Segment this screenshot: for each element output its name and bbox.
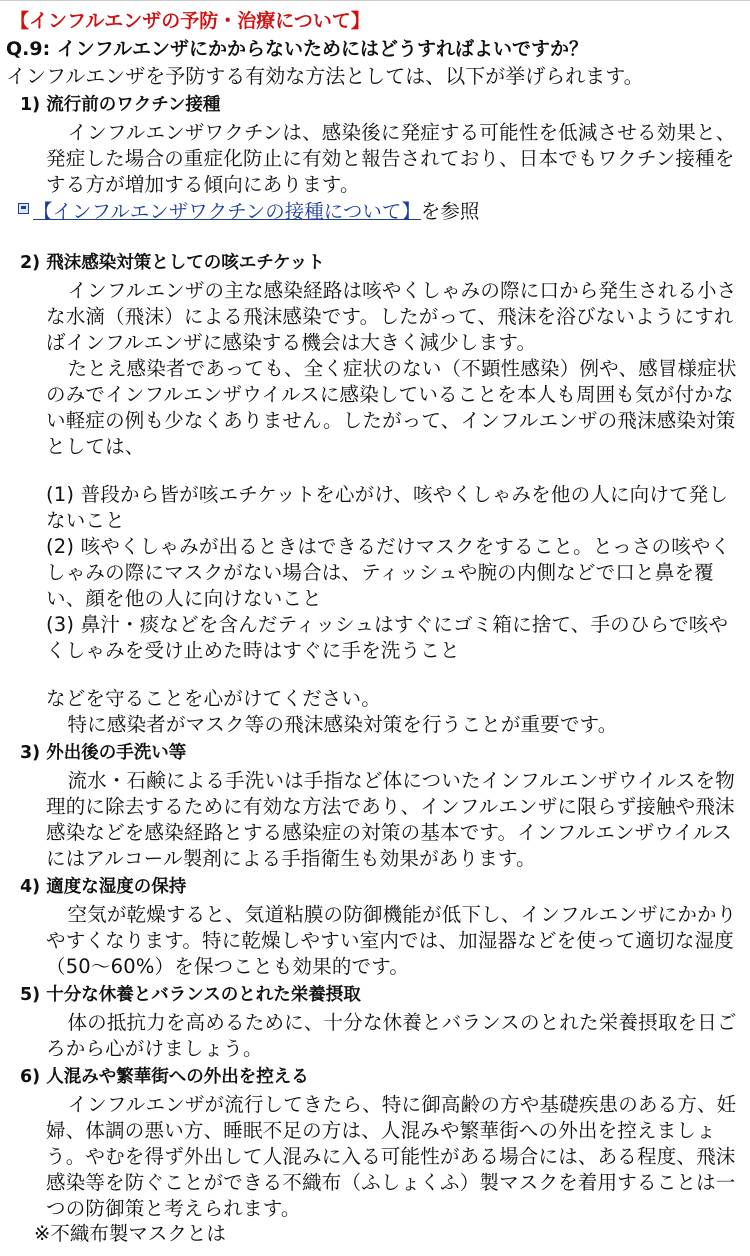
spacer <box>0 460 750 482</box>
item-2-closing: などを守ることを心がけてください。 <box>46 687 381 710</box>
nonwoven-mask-note: ※不織布製マスクとは <box>34 1222 226 1245</box>
item-2-paragraph-1: インフルエンザの主な感染経路は咳やくしゃみの際に口から発生される小さな水滴（飛沫）による飛沫感染です。したがって、飛沫を浴びないようにすればインフルエンザに感染する機会は大きく減少します。 <box>46 279 737 354</box>
vaccine-link-row <box>18 198 750 226</box>
item-6-heading: 6) 人混みや繁華街への外出を控える <box>20 1067 309 1087</box>
question-heading: Q.9: インフルエンザにかからないためにはどうすればよいですか？ <box>6 38 589 60</box>
item-2-heading: 2) 飛沫感染対策としての咳エチケット <box>20 253 325 273</box>
list-item-1: (1) 普段から皆が咳エチケットを心がけ、咳やくしゃみを他の人に向けて発しないこと <box>46 483 729 532</box>
intro-text: インフルエンザを予防する有効な方法としては、以下が挙げられます。 <box>6 64 644 88</box>
item-5-heading: 5) 十分な休養とバランスのとれた栄養摂取 <box>20 985 361 1005</box>
item-6-paragraph: インフルエンザが流行してきたら、特に御高齢の方や基礎疾患のある方、妊婦、体調の悪い方、睡眠不足の方は、人混みや繁華街への外出を控えましょう。やむを得ず外出して人混みに入る可能性がある場合には、ある程度、飛沫感染等を防ぐことができる不織布（ふしょくふ）製マスクを着用することは一つの防御策と考えられます。 <box>46 1093 737 1220</box>
vaccine-info-link[interactable]: 【インフルエンザワクチンの接種について】 <box>33 200 421 223</box>
item-1-heading: 1) 流行前のワクチン接種 <box>20 95 221 115</box>
item-5-paragraph: 体の抵抗力を高めるために、十分な休養とバランスのとれた栄養摂取を日ごろから心がけましょう。 <box>46 1011 737 1060</box>
item-3-paragraph: 流水・石鹸による手洗いは手指など体についたインフルエンザウイルスを物理的に除去するために有効な方法であり、インフルエンザに限らず接触や飛沫感染などを感染経路とする感染症の対策の基本です。インフルエンザウイルスにはアルコール製剤による手指衛生も効果があります。 <box>46 769 735 870</box>
spacer <box>0 226 750 248</box>
item-4-heading: 4) 適度な湿度の保持 <box>20 877 187 897</box>
list-item-2: (2) 咳やくしゃみが出るときはできるだけマスクをすること。とっさの咳やくしゃみの際にマスクがない場合は、ティッシュや腕の内側などで口と鼻を覆い、顔を他の人に向けないこと <box>46 535 731 610</box>
item-4-paragraph: 空気が乾燥すると、気道粘膜の防御機能が低下し、インフルエンザにかかりやすくなります。特に乾燥しやすい室内では、加湿器などを使って適切な湿度（50〜60%）を保つことも効果的です。 <box>46 903 737 978</box>
item-3-heading: 3) 外出後の手洗い等 <box>20 743 187 763</box>
document-link-icon <box>18 203 29 214</box>
item-2-emphasis: 特に感染者がマスク等の飛沫感染対策を行うことが重要です。 <box>67 713 618 736</box>
item-1-paragraph: インフルエンザワクチンは、感染後に発症する可能性を低減させる効果と、発症した場合の重症化防止に有効と報告されており、日本でもワクチン接種をする方が増加する傾向にあります。 <box>46 121 736 196</box>
link-suffix: を参照 <box>420 200 480 223</box>
top-divider <box>0 0 750 1</box>
item-2-paragraph-2: たとえ感染者であっても、全く症状のない（不顕性感染）例や、感冒様症状のみでインフルエンザウイルスに感染していることを本人も周囲も気が付かない軽症の例も少なくありません。したがって、インフルエンザの飛沫感染対策としては、 <box>46 357 737 458</box>
section-title: 【インフルエンザの予防・治療について】 <box>10 10 370 32</box>
list-item-3: (3) 鼻汁・痰などを含んだティッシュはすぐにゴミ箱に捨て、手のひらで咳やくしゃみを受け止めた時はすぐに手を洗うこと <box>46 613 729 662</box>
spacer <box>0 664 750 686</box>
